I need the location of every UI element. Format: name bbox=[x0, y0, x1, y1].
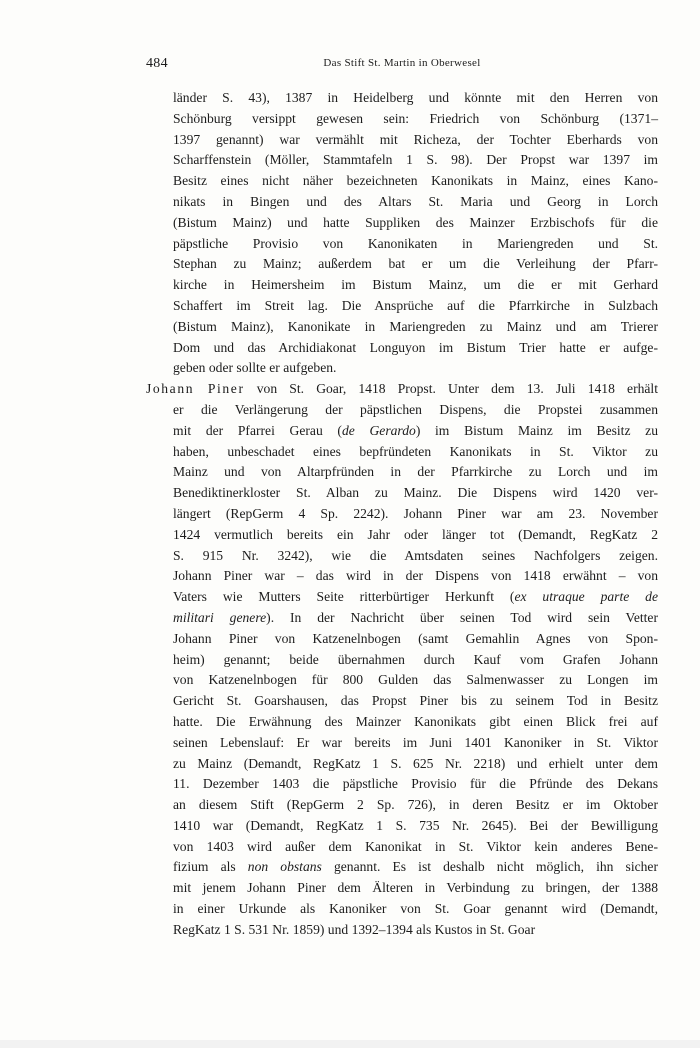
text-line: Johann Piner von Katzenelnbogen (samt Gemahlin Agnes von Spon- bbox=[173, 630, 658, 646]
text-line: zu Mainz (Demandt, RegKatz 1 S. 625 Nr. 2218) und erhielt unter dem bbox=[173, 755, 658, 771]
text-line: 1397 genannt) war vermählt mit Richeza, der Tochter Eberhards von bbox=[173, 131, 658, 147]
text-line: haben, unbeschadet eines bepfründeten Kanonikats in St. Viktor zu bbox=[173, 443, 658, 459]
text-line: S. 915 Nr. 3242), wie die Amtsdaten seines Nachfolgers zeigen. bbox=[173, 547, 658, 563]
text-line: fizium als non obstans genannt. Es ist deshalb nicht möglich, ihn sicher bbox=[173, 859, 658, 875]
entry-continuation bbox=[146, 88, 658, 379]
text-line: nikats in Bingen und des Altars St. Maria und Georg in Lorch bbox=[173, 193, 658, 209]
text-line: kirche in Heimersheim im Bistum Mainz, um die er mit Gerhard bbox=[173, 277, 658, 293]
text-line: Benediktinerkloster St. Alban zu Mainz. Die Dispens wird 1420 ver- bbox=[173, 485, 658, 501]
text-line: von Katzenelnbogen für 800 Gulden das Salmenwasser zu Longen im bbox=[173, 672, 658, 688]
page-body bbox=[146, 88, 658, 941]
text-line: päpstliche Provisio von Kanonikaten in Mariengreden und St. bbox=[173, 235, 658, 251]
entry-name: Johann Piner bbox=[146, 381, 245, 397]
text-line: Gericht St. Goarshausen, das Propst Piner bis zu seinem Tod in Besitz bbox=[173, 693, 658, 709]
text-line: Schaffert im Streit lag. Die Ansprüche auf die Pfarrkirche in Sulzbach bbox=[173, 297, 658, 313]
text-line: Vaters wie Mutters Seite ritterbürtiger Herkunft (ex utraque parte de bbox=[173, 589, 658, 605]
text-line: (Bistum Mainz), Kanonikate in Mariengreden zu Mainz und am Trierer bbox=[173, 318, 658, 334]
text-line: mit der Pfarrei Gerau (de Gerardo) im Bistum Mainz im Besitz zu bbox=[173, 422, 658, 438]
text-line: er die Verlängerung der päpstlichen Dispens, die Propstei zusammen bbox=[173, 401, 658, 417]
text-line: heim) genannt; beide übernahmen durch Kauf vom Grafen Johann bbox=[173, 651, 658, 667]
text-line: Scharffenstein (Möller, Stammtafeln 1 S. 98). Der Propst war 1397 im bbox=[173, 152, 658, 168]
text-line: Mainz und von Altarpfründen in der Pfarrkirche zu Lorch und im bbox=[173, 464, 658, 480]
running-title: Das Stift St. Martin in Oberwesel bbox=[323, 57, 481, 69]
entry-johann-piner bbox=[146, 379, 658, 941]
text-line: hatte. Die Erwähnung des Mainzer Kanonikats gibt einen Blick frei auf bbox=[173, 713, 658, 729]
text-line: Johann Piner war – das wird in der Dispens von 1418 erwähnt – von bbox=[173, 568, 658, 584]
text-line: (Bistum Mainz) und hatte Suppliken des Mainzer Erzbischofs für die bbox=[173, 214, 658, 230]
text-line: Stephan zu Mainz; außerdem bat er um die Verleihung der Pfarr- bbox=[173, 256, 658, 272]
text-line: Besitz eines nicht näher bezeichneten Kanonikats in Mainz, eines Kano- bbox=[173, 173, 658, 189]
text-line: 11. Dezember 1403 die päpstliche Provisio für die Pfründe des Dekans bbox=[173, 776, 658, 792]
text-line: 1410 war (Demandt, RegKatz 1 S. 735 Nr. 2645). Bei der Bewilligung bbox=[173, 817, 658, 833]
text-line: Schönburg versippt gewesen sein: Friedrich von Schönburg (1371– bbox=[173, 110, 658, 126]
latin-term: non obstans bbox=[247, 859, 322, 875]
text-line: mit jenem Johann Piner dem Älteren in Verbindung zu bringen, der 1388 bbox=[173, 880, 658, 896]
text-line: in einer Urkunde als Kanoniker von St. Goar genannt wird (Demandt, bbox=[173, 901, 658, 917]
page-bottom-edge bbox=[0, 1040, 700, 1048]
text-line: an diesem Stift (RepGerm 2 Sp. 726), in deren Besitz er im Oktober bbox=[173, 797, 658, 813]
text-line: 1424 vermutlich bereits ein Jahr oder länger tot (Demandt, RegKatz 2 bbox=[173, 526, 658, 542]
page-header bbox=[146, 56, 658, 72]
text-line: Dom und das Archidiakonat Longuyon im Bistum Trier hatte er aufge- bbox=[173, 339, 658, 355]
text-line: von 1403 wird außer dem Kanonikat in St. Viktor kein anderes Bene- bbox=[173, 838, 658, 854]
latin-term: ex utraque parte de bbox=[514, 589, 658, 605]
text-line: seinen Lebenslauf: Er war bereits im Juni 1401 Kanoniker in St. Viktor bbox=[173, 734, 658, 750]
text-line: RegKatz 1 S. 531 Nr. 1859) und 1392–1394 als Kustos in St. Goar bbox=[173, 921, 536, 937]
latin-term: de Gerardo bbox=[341, 422, 416, 438]
text-line: länder S. 43), 1387 in Heidelberg und könnte mit den Herren von bbox=[173, 90, 658, 105]
text-line: geben oder sollte er aufgeben. bbox=[173, 360, 337, 376]
page-number: 484 bbox=[146, 56, 168, 71]
text-line: Johann Piner von St. Goar, 1418 Propst. Unter dem 13. Juli 1418 erhält bbox=[146, 381, 658, 397]
latin-term: militari genere bbox=[173, 609, 267, 625]
text-line: militari genere). In der Nachricht über seinen Tod wird sein Vetter bbox=[173, 609, 658, 625]
text-line: längert (RepGerm 4 Sp. 2242). Johann Piner war am 23. November bbox=[173, 505, 658, 521]
